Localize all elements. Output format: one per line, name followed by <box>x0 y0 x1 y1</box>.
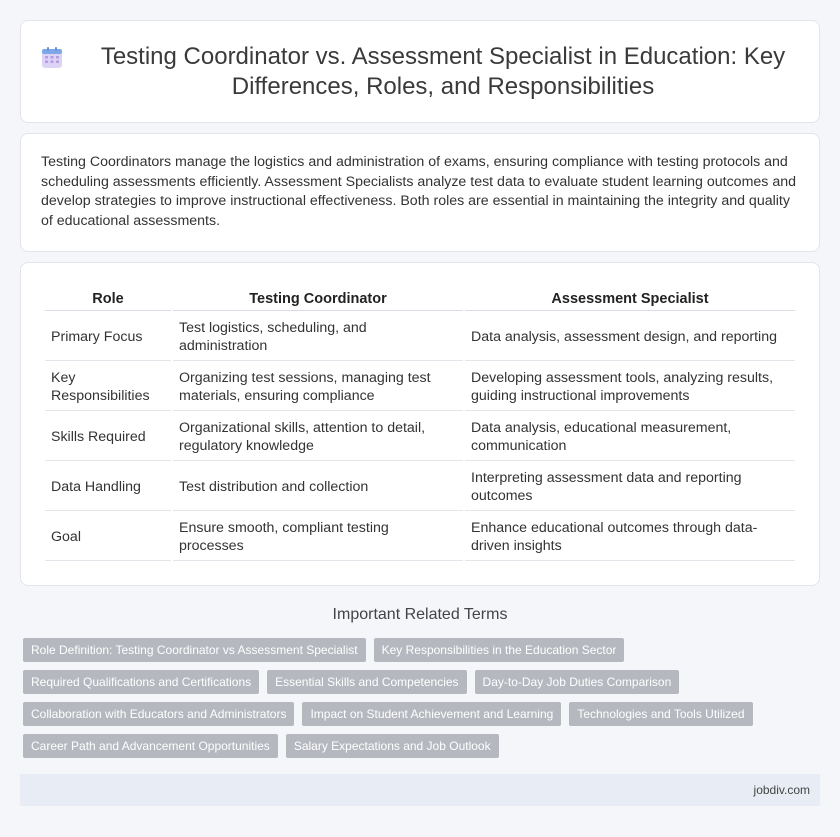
tag-row <box>23 734 823 758</box>
comparison-table <box>43 283 797 563</box>
table-cell: Data analysis, assessment design, and reporting <box>465 313 795 361</box>
calendar-icon <box>40 46 64 70</box>
table-header: Role <box>45 285 171 311</box>
header-card <box>20 20 820 123</box>
table-cell: Interpreting assessment data and reporting outcomes <box>465 463 795 511</box>
related-term-tag[interactable]: Impact on Student Achievement and Learning <box>302 702 561 726</box>
related-term-tag[interactable]: Salary Expectations and Job Outlook <box>286 734 499 758</box>
table-header: Assessment Specialist <box>465 285 795 311</box>
table-cell: Primary Focus <box>45 313 171 361</box>
related-term-tag[interactable]: Day-to-Day Job Duties Comparison <box>475 670 680 694</box>
related-terms-title: Important Related Terms <box>332 606 508 623</box>
table-cell: Data analysis, educational measurement, communication <box>465 413 795 461</box>
table-cell: Key Responsibilities <box>45 363 171 411</box>
related-term-tag[interactable]: Role Definition: Testing Coordinator vs Assessment Specialist <box>23 638 366 662</box>
related-term-tag[interactable]: Essential Skills and Competencies <box>267 670 466 694</box>
table-header: Testing Coordinator <box>173 285 463 311</box>
table-cell: Test logistics, scheduling, and administration <box>173 313 463 361</box>
related-term-tag[interactable]: Career Path and Advancement Opportunities <box>23 734 278 758</box>
table-header-row <box>45 285 795 311</box>
tag-row <box>23 702 823 726</box>
footer-site-link[interactable]: jobdiv.com <box>753 783 810 797</box>
table-cell: Enhance educational outcomes through data-driven insights <box>465 513 795 561</box>
table-cell: Test distribution and collection <box>173 463 463 511</box>
related-term-tag[interactable]: Collaboration with Educators and Administrators <box>23 702 294 726</box>
comparison-table-card <box>20 262 820 586</box>
related-term-tag[interactable]: Key Responsibilities in the Education Sector <box>374 638 625 662</box>
related-term-tag[interactable]: Technologies and Tools Utilized <box>569 702 752 726</box>
table-row <box>45 463 795 511</box>
tag-row <box>23 638 823 662</box>
footer <box>20 774 820 806</box>
table-cell: Data Handling <box>45 463 171 511</box>
related-term-tag[interactable]: Required Qualifications and Certifications <box>23 670 259 694</box>
table-row <box>45 363 795 411</box>
table-cell: Goal <box>45 513 171 561</box>
table-cell: Organizational skills, attention to detail, regulatory knowledge <box>173 413 463 461</box>
table-cell: Ensure smooth, compliant testing processes <box>173 513 463 561</box>
intro-text: Testing Coordinators manage the logistics and administration of exams, ensuring compliance with testing protocols and scheduling assessments efficiently. Assessment Specialists analyze test data to evaluate student learning outcomes and develop strategies to improve instructional effectiveness. Both roles are essential in maintaining the integrity and quality of educational assessments. <box>41 154 796 229</box>
table-cell: Skills Required <box>45 413 171 461</box>
header-inner <box>40 42 800 102</box>
table-cell: Developing assessment tools, analyzing results, guiding instructional improvements <box>465 363 795 411</box>
related-terms-list <box>23 638 823 766</box>
table-row <box>45 413 795 461</box>
tag-row <box>23 670 823 694</box>
table-row <box>45 313 795 361</box>
intro-card <box>20 133 820 252</box>
page-title: Testing Coordinator vs. Assessment Specialist in Education: Key Differences, Roles, and Responsibilities <box>100 42 786 100</box>
table-cell: Organizing test sessions, managing test materials, ensuring compliance <box>173 363 463 411</box>
table-row <box>45 513 795 561</box>
